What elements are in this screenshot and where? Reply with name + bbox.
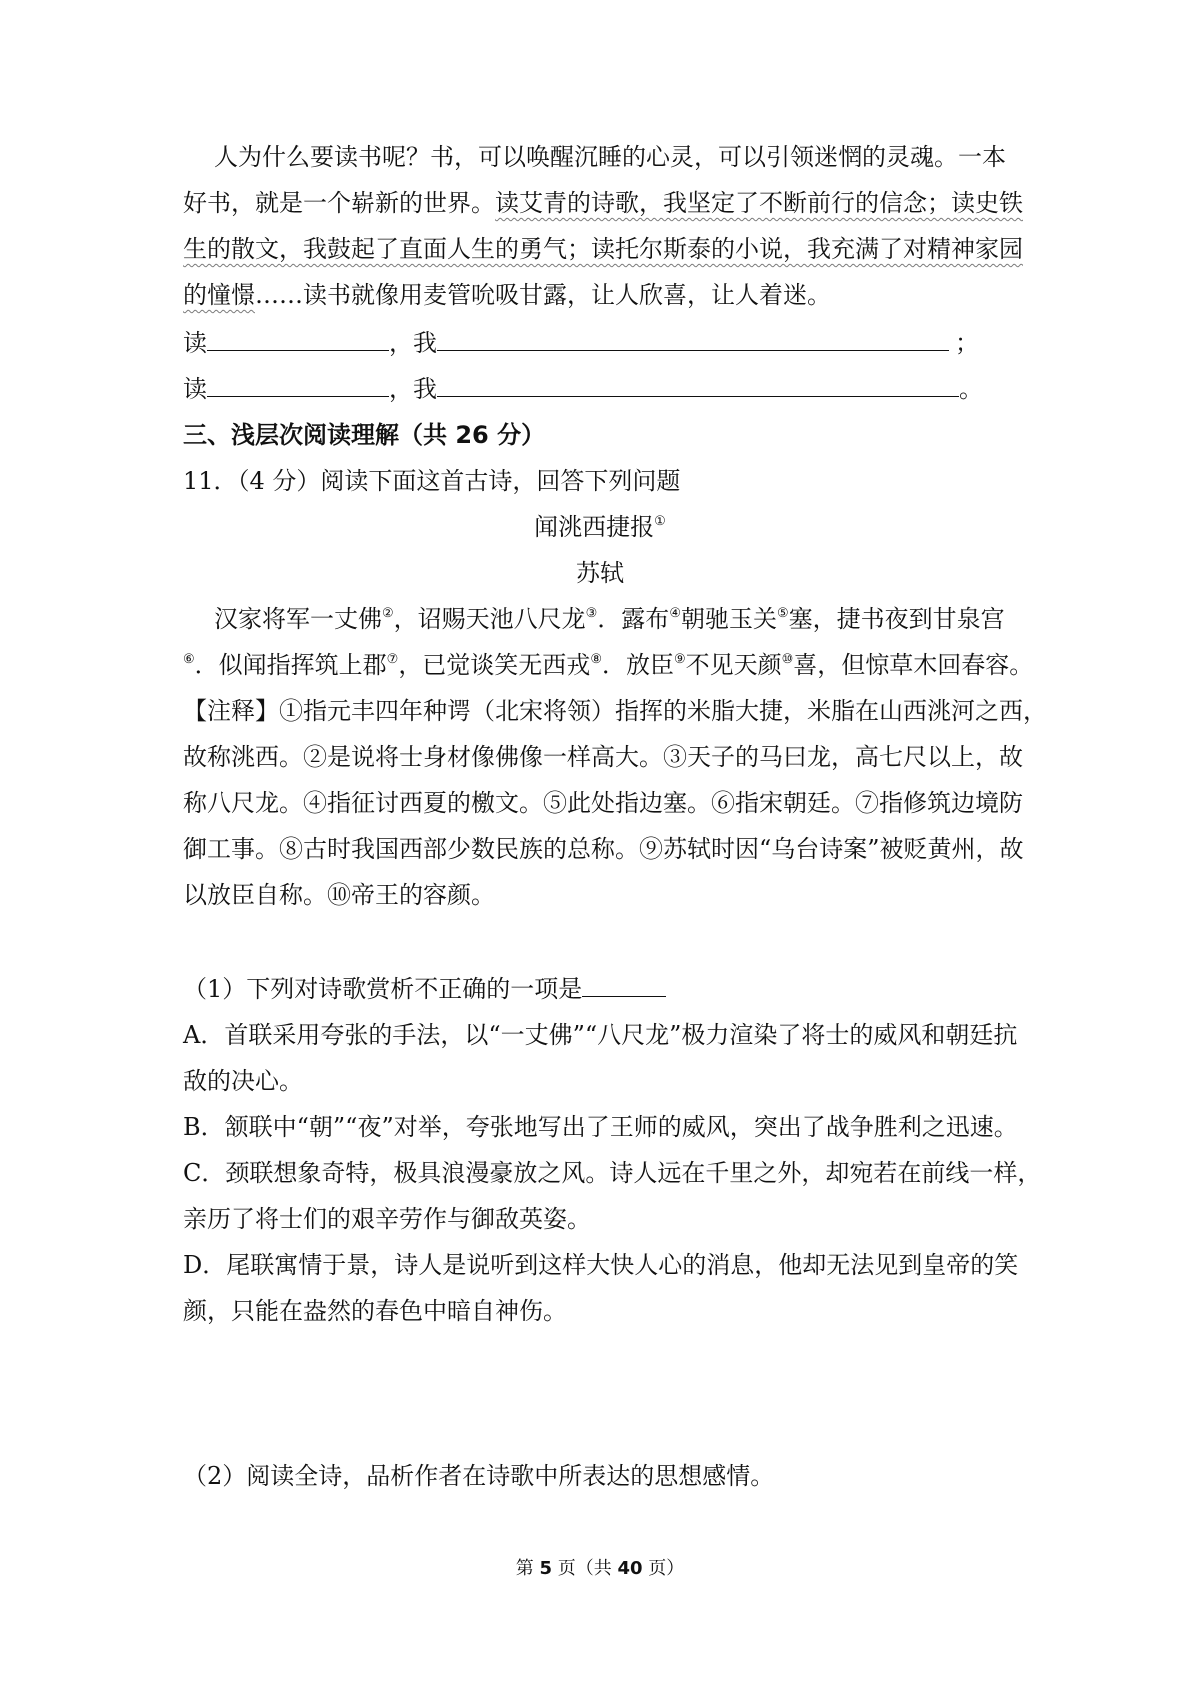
footnote-marker: ③ [585, 606, 598, 621]
poem-text: ．露布 [597, 605, 670, 633]
footnote-marker: ⑨ [673, 652, 686, 667]
option-d-continued: 颜，只能在盎然的春色中暗自神伤。 [183, 1297, 567, 1325]
passage-line [183, 278, 831, 312]
footnote-marker: ② [382, 606, 394, 621]
poem-title-text: 闻洮西捷报 [534, 513, 655, 541]
footnote-marker: ④ [669, 606, 681, 621]
poem-line [183, 648, 1033, 682]
page-total: 40 [617, 1558, 643, 1579]
answer-blank[interactable] [582, 974, 666, 997]
answer-blank[interactable] [437, 328, 949, 351]
footer-text: 页） [642, 1558, 685, 1579]
passage-line [183, 232, 1023, 266]
footnote-marker: ⑦ [386, 652, 399, 667]
poem-text: 汉家将军一丈佛 [214, 605, 382, 633]
footer-text: 页（共 [552, 1558, 618, 1579]
answer-blank[interactable] [207, 328, 389, 351]
wavy-underlined-text: 读艾青的诗歌，我坚定了不断前行的信念；读史铁 [495, 189, 1023, 217]
poem-author: 苏轼 [576, 559, 624, 587]
passage-line [214, 140, 1006, 174]
fill-in-line-2 [183, 372, 983, 406]
poem-line [214, 602, 1005, 636]
poem-title [0, 510, 1200, 544]
footnote-marker: ⑧ [590, 652, 602, 667]
notes-line: 御工事。⑧古时我国西部少数民族的总称。⑨苏轼时因“乌台诗案”被贬黄州，故 [183, 835, 1024, 863]
sub-question-text: （1）下列对诗歌赏析不正确的一项是 [183, 975, 583, 1003]
fill-in-line-1 [183, 326, 979, 360]
passage-text: ……读书就像用麦管吮吸甘露，让人欣喜，让人着迷。 [255, 281, 831, 309]
question-prompt: 11．（4 分）阅读下面这首古诗，回答下列问题 [183, 467, 681, 495]
answer-blank[interactable] [437, 374, 959, 397]
notes-line: 以放臣自称。⑩帝王的容颜。 [183, 881, 495, 909]
option-a: A．首联采用夸张的手法，以“一丈佛”“八尺龙”极力渲染了将士的威风和朝廷抗 [183, 1021, 1018, 1049]
wavy-underlined-text: 的憧憬 [183, 281, 255, 309]
notes-line: 故称洮西。②是说将士身材像佛像一样高大。③天子的马曰龙，高七尺以上，故 [183, 743, 1023, 771]
poem-text: ．放臣 [601, 651, 674, 679]
option-b: B．颔联中“朝”“夜”对举，夸张地写出了王师的威风，突出了战争胜利之迅速。 [183, 1113, 1018, 1141]
fill-label: 读 [183, 375, 207, 403]
footnote-marker: ⑤ [776, 606, 789, 621]
poem-text: 朝驰玉关 [680, 605, 777, 633]
passage-text: 好书，就是一个崭新的世界。 [183, 189, 495, 217]
footnote-marker: ⑩ [781, 652, 794, 667]
poem-text: ．似闻指挥筑上郡 [194, 651, 387, 679]
footer-text: 第 [515, 1558, 540, 1579]
passage-line [183, 186, 1023, 220]
sub-question-2: （2）阅读全诗，品析作者在诗歌中所表达的思想感情。 [183, 1462, 775, 1490]
poem-text: 塞，捷书夜到甘泉宫 [788, 605, 1005, 633]
poem-text: 不见天颜 [685, 651, 782, 679]
notes-line: 称八尺龙。④指征讨西夏的檄文。⑤此处指边塞。⑥指宋朝廷。⑦指修筑边境防 [183, 789, 1023, 817]
option-a-continued: 敌的决心。 [183, 1067, 303, 1095]
footnote-marker: ① [654, 514, 666, 529]
footnote-marker: ⑥ [183, 652, 195, 667]
page-number: 5 [539, 1558, 552, 1579]
fill-punctuation: 。 [959, 375, 983, 403]
option-c-continued: 亲历了将士们的艰辛劳作与御敌英姿。 [183, 1205, 591, 1233]
option-c: C．颈联想象奇特，极具浪漫豪放之风。诗人远在千里之外，却宛若在前线一样， [183, 1159, 1042, 1187]
poem-text: 喜，但惊草木回春容。 [793, 651, 1034, 679]
fill-label: ，我 [389, 375, 437, 403]
sub-question-1 [183, 972, 666, 1006]
notes-line: 【注释】①指元丰四年种谔（北宋将领）指挥的米脂大捷，米脂在山西洮河之西， [183, 697, 1047, 725]
page-footer [0, 1554, 1200, 1580]
poem-text: ，诏赐天池八尺龙 [393, 605, 586, 633]
option-d: D．尾联寓情于景，诗人是说听到这样大快人心的消息，他却无法见到皇帝的笑 [183, 1251, 1019, 1279]
section-title: 三、浅层次阅读理解（共 26 分） [183, 421, 546, 449]
fill-punctuation: ； [955, 329, 979, 357]
fill-label: 读 [183, 329, 207, 357]
passage-text: 人为什么要读书呢？书，可以唤醒沉睡的心灵，可以引领迷惘的灵魂。一本 [214, 143, 1006, 171]
poem-text: ，已觉谈笑无西戎 [398, 651, 591, 679]
fill-label: ，我 [389, 329, 437, 357]
wavy-underlined-text: 生的散文，我鼓起了直面人生的勇气；读托尔斯泰的小说，我充满了对精神家园 [183, 235, 1023, 263]
answer-blank[interactable] [207, 374, 389, 397]
